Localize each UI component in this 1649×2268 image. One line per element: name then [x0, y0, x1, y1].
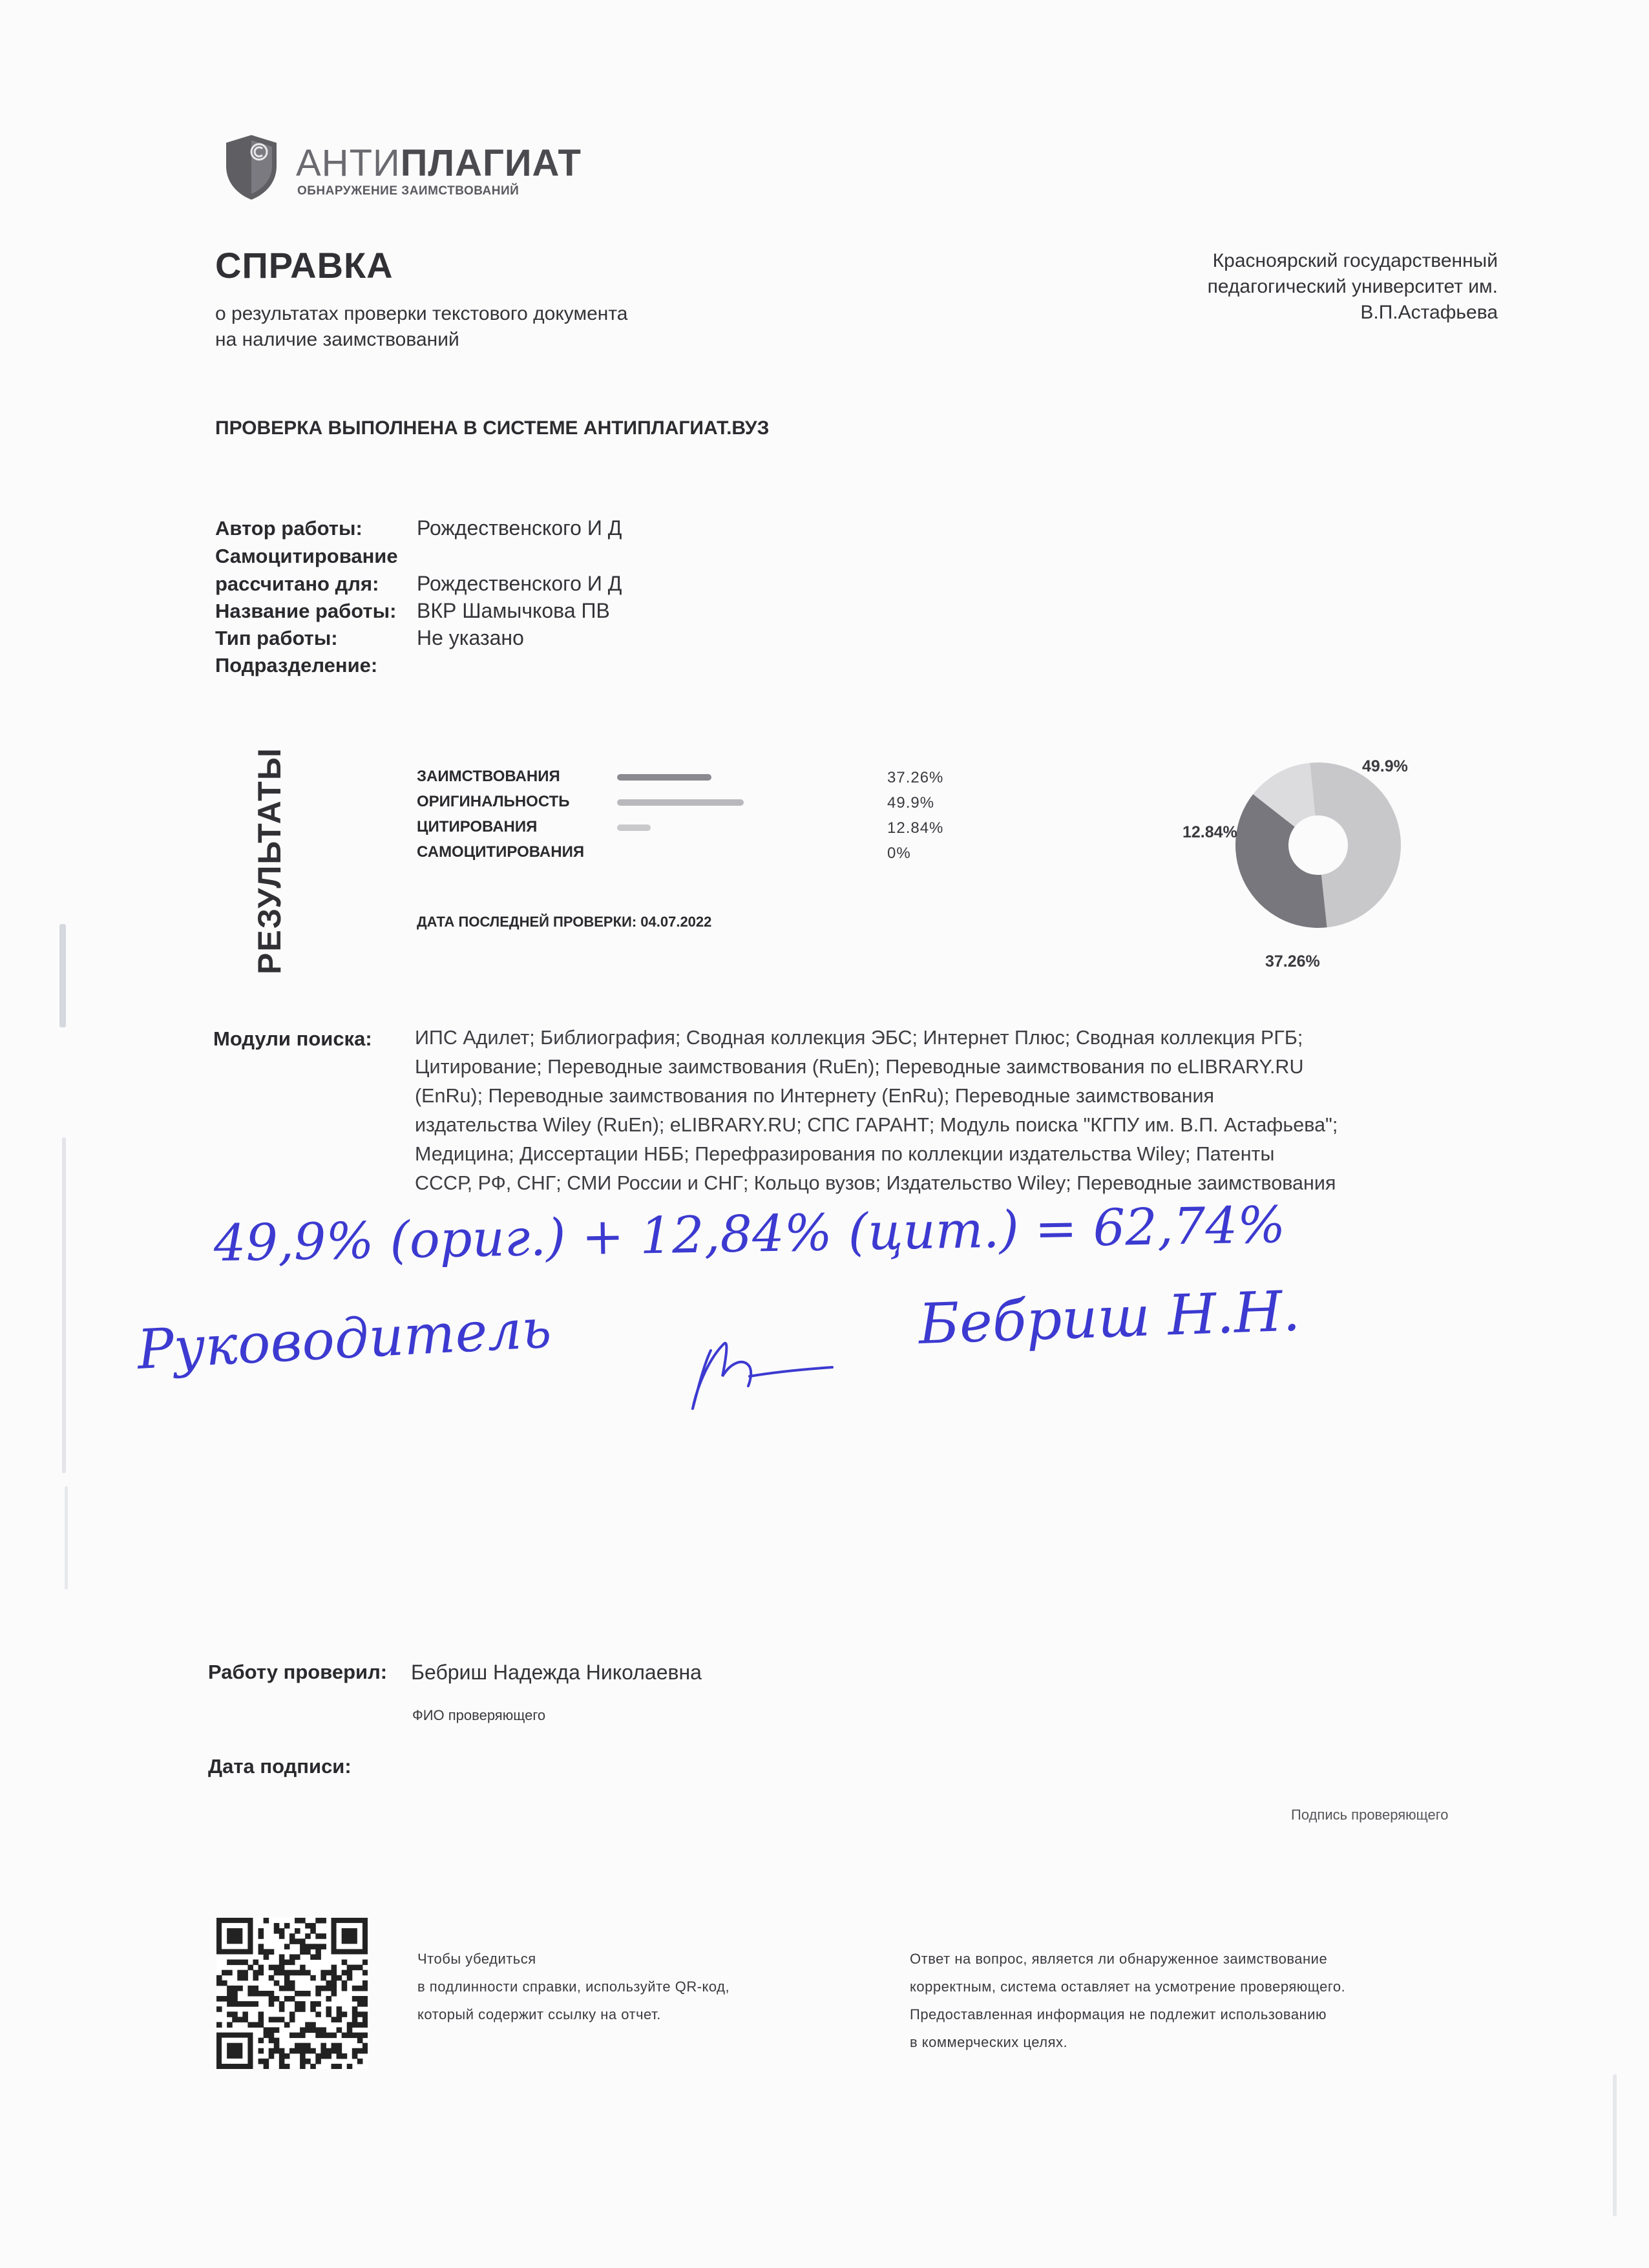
work-name-value: ВКР Шамычкова ПВ: [417, 599, 610, 622]
handwritten-supervisor-name: Бебриш Н.Н.: [918, 1279, 1301, 1357]
results-donut-chart: [1228, 755, 1409, 936]
work-name-label: Название работы:: [215, 600, 397, 622]
results-metrics: [417, 762, 998, 930]
metric-value-selfcitation: 0%: [887, 845, 911, 862]
work-type-label: Тип работы:: [215, 627, 338, 649]
qr-code-icon: [216, 1918, 368, 2069]
modules-line: Медицина; Диссертации НББ; Перефразирования по коллекции издательства Wiley; Патенты: [415, 1143, 1275, 1165]
author-value: Рождественского И Д: [417, 516, 622, 540]
pie-label-original: 49.9%: [1362, 757, 1408, 775]
org-line: Красноярский государственный: [1212, 250, 1498, 271]
qr-code: [216, 1918, 368, 2069]
copyright-shield-icon: [224, 132, 279, 202]
org-line: В.П.Астафьева: [1360, 302, 1498, 323]
pie-label-borrowing: 37.26%: [1265, 952, 1320, 971]
scan-streak: [1613, 2074, 1617, 2216]
organization-name: [1045, 248, 1498, 326]
subtitle-line: на наличие заимствований: [215, 329, 459, 350]
disclaimer: [910, 1945, 1345, 2056]
selfcite-value: Рождественского И Д: [417, 572, 622, 595]
document-info: [215, 517, 1120, 685]
selfcite-label-line2: рассчитано для:: [215, 572, 379, 595]
scan-streak: [59, 924, 66, 1027]
metric-value-borrowing: 37.26%: [887, 769, 944, 786]
org-line: педагогический университет им.: [1207, 276, 1498, 297]
logo-name-part2: ПЛАГИАТ: [400, 142, 582, 184]
modules-line: (EnRu); Переводные заимствования по Интернету (EnRu); Переводные заимствования: [415, 1085, 1215, 1107]
modules-label: Модули поиска:: [213, 1027, 372, 1050]
disclaimer-line: корректным, система оставляет на усмотрение проверяющего.: [910, 1979, 1346, 1995]
page-subtitle: [215, 301, 627, 353]
metric-label-borrowing: ЗАИМСТВОВАНИЯ: [417, 768, 560, 785]
qr-note-line: который содержит ссылку на отчет.: [417, 2006, 661, 2022]
scan-streak: [62, 1137, 66, 1473]
metric-value-citation: 12.84%: [887, 819, 944, 837]
modules-line: издательства Wiley (RuEn); eLIBRARY.RU; СПС ГАРАНТ; Модуль поиска "КГПУ им. В.П. Астафьева";: [415, 1114, 1338, 1136]
last-check-date: ДАТА ПОСЛЕДНЕЙ ПРОВЕРКИ: 04.07.2022: [417, 914, 712, 930]
metric-label-citation: ЦИТИРОВАНИЯ: [417, 818, 538, 835]
checked-by-label: Работу проверил:: [208, 1661, 388, 1683]
work-type-value: Не указано: [417, 626, 524, 649]
metric-label-selfcitation: САМОЦИТИРОВАНИЯ: [417, 843, 585, 861]
handwritten-signature-icon: [685, 1305, 840, 1415]
signature-caption: Подпись проверяющего: [1291, 1807, 1449, 1823]
metric-bar-citation: [617, 824, 651, 831]
logo-name-part1: АНТИ: [296, 142, 401, 184]
qr-note-line: Чтобы убедиться: [417, 1951, 536, 1967]
modules-line: ИПС Адилет; Библиография; Сводная коллекция ЭБС; Интернет Плюс; Сводная коллекция РГБ;: [415, 1027, 1303, 1049]
page-title: СПРАВКА: [215, 245, 394, 286]
qr-note: [417, 1945, 730, 2028]
disclaimer-line: Предоставленная информация не подлежит использованию: [910, 2006, 1327, 2022]
metric-label-originality: ОРИГИНАЛЬНОСТЬ: [417, 793, 570, 810]
pie-label-citation: 12.84%: [1182, 823, 1237, 841]
department-label: Подразделение:: [215, 654, 378, 677]
qr-note-line: в подлинности справки, используйте QR-код,: [417, 1979, 730, 1995]
selfcite-label-line1: Самоцитирование: [215, 545, 398, 567]
modules-line: СССР, РФ, СНГ; СМИ России и СНГ; Кольцо вузов; Издательство Wiley; Переводные заимствования: [415, 1172, 1336, 1194]
metric-bar-originality: [617, 799, 744, 806]
results-section-title: РЕЗУЛЬТАТЫ: [251, 747, 288, 974]
system-line: ПРОВЕРКА ВЫПОЛНЕНА В СИСТЕМЕ АНТИПЛАГИАТ.ВУЗ: [215, 417, 770, 439]
disclaimer-line: в коммерческих целях.: [910, 2034, 1068, 2050]
metric-value-originality: 49.9%: [887, 794, 935, 812]
disclaimer-line: Ответ на вопрос, является ли обнаруженное заимствование: [910, 1951, 1328, 1967]
metric-bar-borrowing: [617, 774, 711, 781]
checked-by-value: Бебриш Надежда Николаевна: [411, 1661, 702, 1684]
logo-tagline: ОБНАРУЖЕНИЕ ЗАИМСТВОВАНИЙ: [297, 184, 520, 198]
author-label: Автор работы:: [215, 517, 362, 540]
scan-streak: [65, 1486, 68, 1590]
subtitle-line: о результатах проверки текстового документа: [215, 303, 628, 324]
handwritten-calculation: 49,9% (ориг.) + 12,84% (цит.) = 62,74%: [213, 1196, 1286, 1273]
logo: [224, 132, 585, 210]
signature-date-label: Дата подписи:: [208, 1755, 352, 1778]
modules-list: [415, 1024, 1571, 1198]
handwritten-supervisor-word: Руководитель: [136, 1296, 553, 1381]
modules-line: Цитирование; Переводные заимствования (RuEn); Переводные заимствования по eLIBRARY.RU: [415, 1056, 1304, 1078]
checker-fio-caption: ФИО проверяющего: [412, 1707, 546, 1723]
